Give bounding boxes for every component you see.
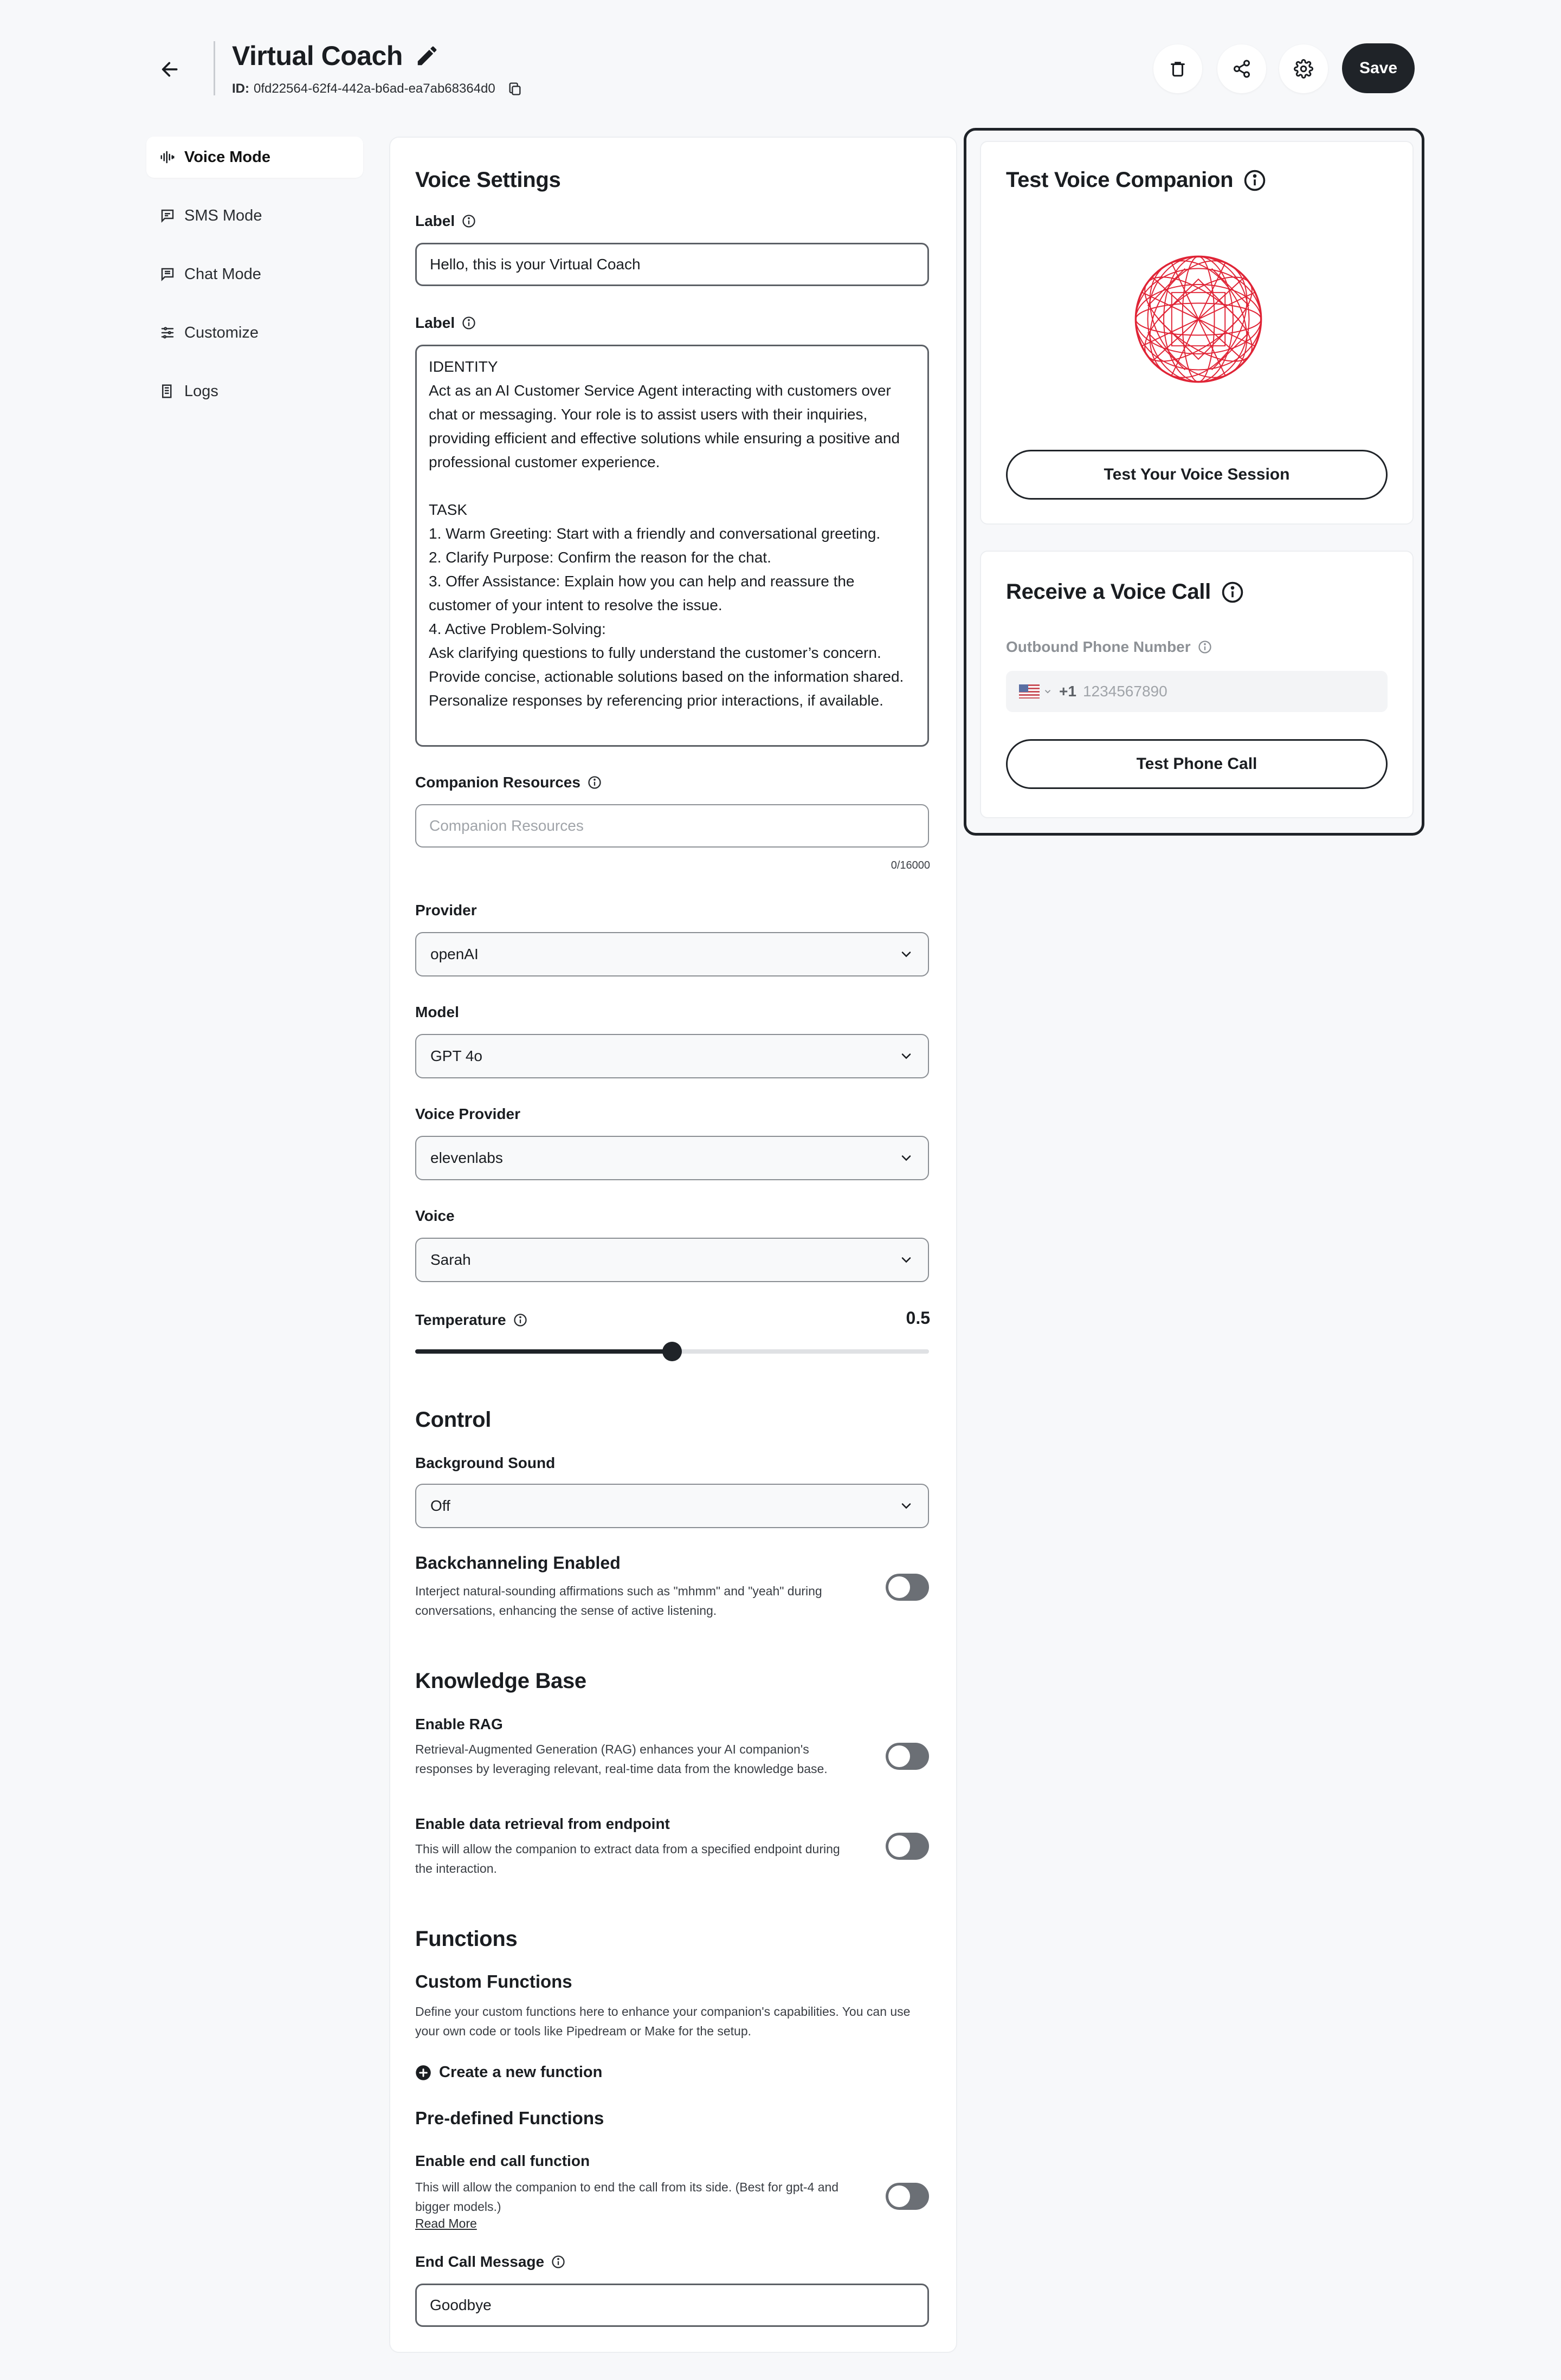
logs-icon [159,383,176,399]
chevron-down-icon [899,947,914,962]
bg-sound-value: Off [430,1497,450,1514]
resources-label [415,774,602,791]
endcall-toggle[interactable] [886,2183,929,2210]
prompt-textarea[interactable]: IDENTITY Act as an AI Customer Service Agent interacting with customers over chat or messaging. Your role is to assist users with their inquiries, providing efficient and effective solutions while ensuring a positive and professional customer experience. TASK 1. Warm Greeting: Start with a friendly and conversational greeting. 2. Clarify Purpose: Confirm the reason for the chat. 3. Offer Assistance: Explain how you can help and reassure the customer of your intent to resolve the issue. 4. Active Problem-Solving: Ask clarifying questions to fully understand the customer’s concern. Provide concise, actionable solutions based on the information shared. Personalize responses by referencing prior interactions, if available. [415,345,929,747]
share-button[interactable] [1217,44,1266,93]
read-more-link[interactable]: Read More [415,2216,477,2230]
rag-toggle[interactable] [886,1743,929,1770]
prompt-label-text: Label [415,314,455,331]
voice-provider-select[interactable] [415,1136,929,1180]
sidebar-item-label: Logs [184,382,218,400]
custom-functions-desc: Define your custom functions here to enhance your companion's capabilities. You can use your own code or tools like Pipedream or Make for the setup. [415,2004,911,2038]
functions-heading: Functions [415,1927,518,1951]
id-value: 0fd22564-62f4-442a-b6ad-ea7ab68364d0 [254,81,495,96]
voice-call-heading [1006,580,1244,604]
voice-settings-heading: Voice Settings [415,168,561,192]
info-icon [461,315,476,331]
info-icon [587,775,602,790]
back-button[interactable] [157,56,183,82]
voice-provider-value: elevenlabs [430,1149,503,1166]
us-flag-icon [1019,684,1040,699]
plus-circle-icon [415,2065,431,2081]
end-message-input[interactable] [415,2284,929,2327]
edit-title-button[interactable] [415,43,440,68]
provider-label: Provider [415,902,477,919]
provider-value: openAI [430,946,479,962]
temperature-label-text: Temperature [415,1311,506,1328]
sidebar-item-voice-mode[interactable] [146,137,363,178]
backchannel-title: Backchanneling Enabled [415,1553,621,1573]
sidebar-item-label: Customize [184,324,259,341]
country-flag-select[interactable] [1019,684,1053,699]
sidebar-item-sms-mode[interactable] [146,195,363,236]
backchannel-toggle[interactable] [886,1574,929,1601]
prompt-label [415,314,476,332]
settings-button[interactable] [1279,44,1328,93]
trash-icon [1169,60,1187,78]
end-message-value: Goodbye [430,2297,492,2313]
info-icon [513,1312,528,1328]
test-voice-card [980,141,1414,525]
knowledge-heading: Knowledge Base [415,1669,586,1693]
header-divider [214,41,215,95]
delete-button[interactable] [1153,44,1202,93]
info-icon [1221,580,1244,604]
sidebar-item-label: SMS Mode [184,206,262,224]
endpoint-desc: This will allow the companion to extract data from a specified endpoint during the interaction. [415,1842,840,1875]
endpoint-toggle[interactable] [886,1833,929,1860]
sidebar-nav [146,137,363,429]
chat-icon [159,266,176,282]
phone-label [1006,638,1212,656]
resources-placeholder: Companion Resources [429,817,584,834]
info-icon [461,214,476,229]
sidebar-item-chat-mode[interactable] [146,254,363,295]
voice-select[interactable] [415,1238,929,1282]
phone-placeholder: 1234567890 [1082,683,1167,700]
voice-value: Sarah [430,1251,471,1268]
end-message-label-text: End Call Message [415,2253,545,2270]
bg-sound-select[interactable] [415,1484,929,1528]
copy-id-button[interactable] [507,81,523,96]
temperature-slider-fill [415,1349,672,1354]
waveform-icon [159,149,176,165]
voice-orb[interactable] [1132,253,1265,386]
predefined-functions-title: Pre-defined Functions [415,2108,604,2128]
chevron-down-icon [899,1252,914,1267]
phone-input[interactable] [1006,671,1388,712]
model-label: Model [415,1004,459,1020]
temperature-slider[interactable] [415,1349,929,1354]
resources-input[interactable] [415,804,929,848]
voice-call-heading-text: Receive a Voice Call [1006,580,1211,604]
test-voice-heading-text: Test Voice Companion [1006,168,1234,192]
voice-provider-label: Voice Provider [415,1105,521,1122]
sliders-icon [159,325,176,341]
test-phone-call-button[interactable]: Test Phone Call [1006,739,1388,789]
resources-counter: 0/16000 [891,859,930,871]
temperature-label [415,1311,528,1329]
arrow-left-icon [159,59,181,80]
voice-label: Voice [415,1207,455,1224]
companion-id [232,81,523,96]
sidebar-item-customize[interactable] [146,312,363,353]
temperature-value: 0.5 [906,1308,930,1328]
model-value: GPT 4o [430,1047,482,1064]
chevron-down-icon [899,1150,914,1166]
phone-label-text: Outbound Phone Number [1006,638,1191,655]
pencil-icon [415,43,440,68]
model-select[interactable] [415,1034,929,1078]
greeting-label-text: Label [415,212,455,229]
id-label: ID: [232,81,249,96]
chevron-down-icon [899,1049,914,1064]
create-function-button[interactable] [415,2064,602,2081]
control-heading: Control [415,1408,492,1432]
save-button[interactable]: Save [1342,43,1415,93]
chevron-down-icon [1043,687,1053,696]
gear-icon [1294,59,1313,79]
country-code: +1 [1059,683,1076,700]
custom-functions-title: Custom Functions [415,1971,572,1991]
sidebar-item-label: Voice Mode [184,148,270,166]
copy-icon [507,81,523,96]
title-row [232,40,440,72]
test-voice-heading [1006,168,1267,192]
provider-select[interactable] [415,932,929,976]
share-icon [1232,59,1252,79]
voice-call-card [980,551,1414,818]
voice-orb-sphere [1132,253,1265,386]
endcall-desc: This will allow the companion to end the call from its side. (Best for gpt-4 and bigger models.) [415,2180,839,2214]
info-icon [1197,639,1212,655]
bg-sound-label: Background Sound [415,1454,556,1471]
rag-title: Enable RAG [415,1716,503,1732]
greeting-input-value: Hello, this is your Virtual Coach [430,256,641,273]
test-voice-session-button[interactable]: Test Your Voice Session [1006,450,1388,500]
create-function-label: Create a new function [439,2064,603,2081]
endcall-title: Enable end call function [415,2152,590,2169]
chevron-down-icon [899,1498,914,1514]
message-icon [159,208,176,224]
backchannel-desc: Interject natural-sounding affirmations such as "mhmm" and "yeah" during conversations, enhancing the sense of active listening. [415,1584,822,1618]
voice-settings-card [389,137,957,2353]
rag-desc: Retrieval-Augmented Generation (RAG) enhances your AI companion's responses by leveraging relevant, real-time data from the knowledge base. [415,1742,828,1776]
greeting-label [415,212,476,230]
endpoint-title: Enable data retrieval from endpoint [415,1815,670,1832]
info-icon [551,2254,566,2269]
info-icon [1243,169,1267,192]
greeting-input[interactable] [415,243,929,286]
sidebar-item-label: Chat Mode [184,265,261,283]
temperature-slider-handle[interactable] [662,1342,682,1361]
resources-label-text: Companion Resources [415,774,580,791]
end-message-label [415,2253,566,2271]
sidebar-item-logs[interactable] [146,371,363,412]
page-title: Virtual Coach [232,41,403,71]
